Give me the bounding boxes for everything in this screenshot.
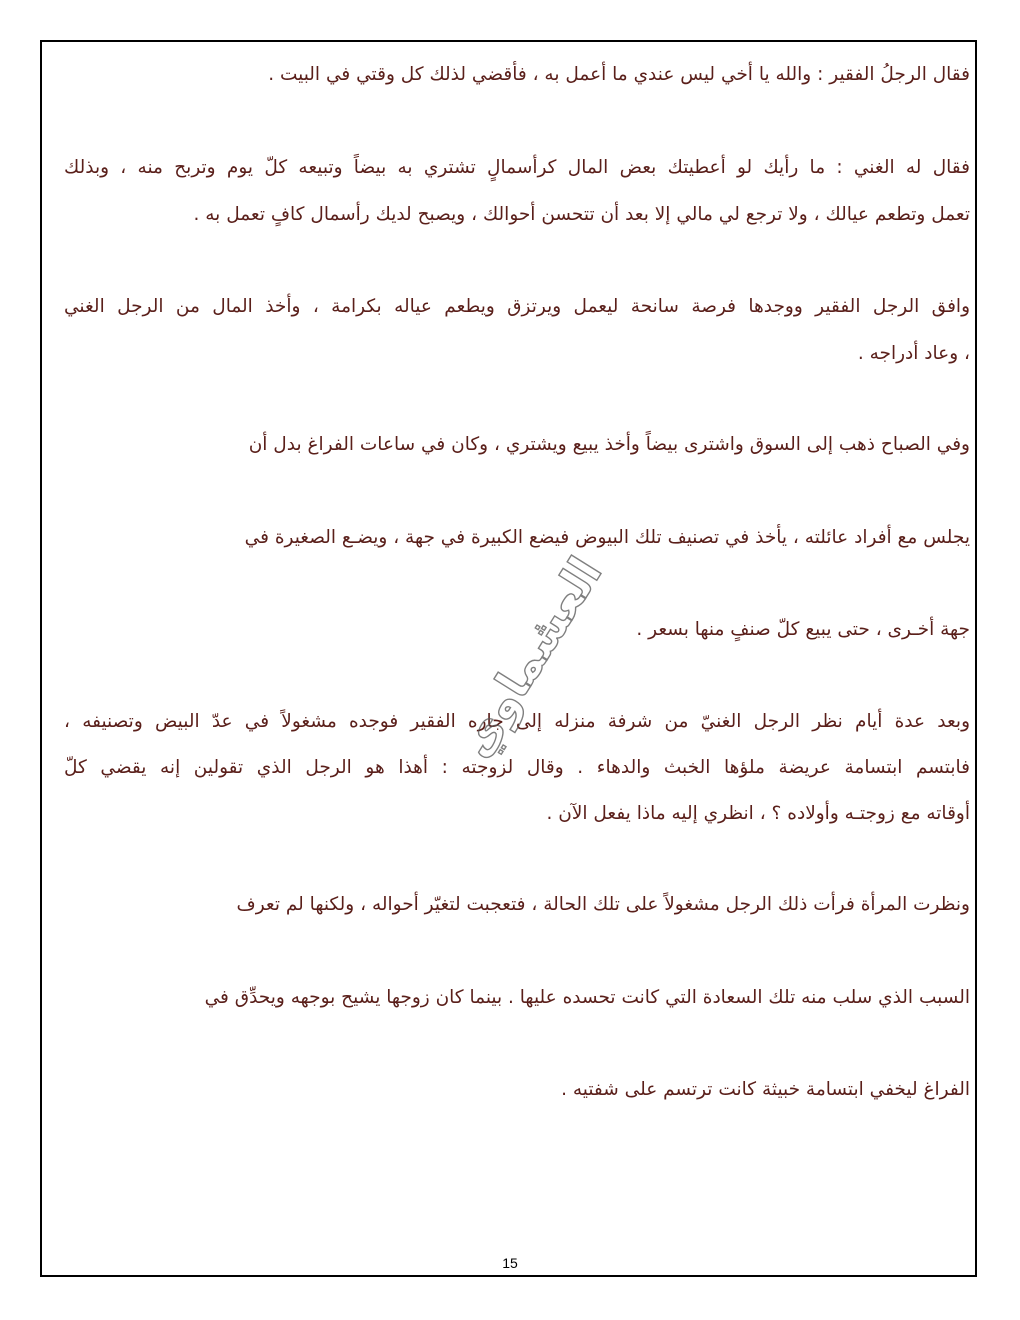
text-line-11: أوقاته مع زوجتـه وأولاده ؟ ، انظري إليه ماذا يفعل الآن .	[546, 803, 970, 824]
page-number: 15	[502, 1255, 518, 1271]
text-line-7: يجلس مع أفراد عائلته ، يأخذ في تصنيف تلك البيوض فيضع الكبيرة في جهة ، ويضـع الصغيرة في	[244, 527, 970, 548]
text-line-9: وبعد عدة أيام نظر الرجل الغنيّ من شرفة منزله إلى جاره الفقير فوجده مشغولاً في عدّ البيض وتصنيفه ،	[64, 711, 970, 732]
text-line-8: جهة أخـرى ، حتى يبيع كلّ صنفٍ منها بسعر .	[636, 619, 970, 640]
text-line-2: فقال له الغني : ما رأيك لو أعطيتك بعض المال كرأسمالٍ تشتري به بيضاً وتبيعه كلّ يوم وتربح منه ، وبذلك	[64, 157, 970, 178]
text-line-5: ، وعاد أدراجه .	[857, 343, 970, 364]
watermark-text: العشماوي	[447, 547, 613, 767]
text-line-13: السبب الذي سلب منه تلك السعادة التي كانت تحسده عليها . بينما كان زوجها يشيح بوجهه ويحدِّق في	[204, 987, 970, 1008]
text-line-14: الفراغ ليخفي ابتسامة خبيثة كانت ترتسم على شفتيه .	[561, 1079, 970, 1100]
text-line-4: وافق الرجل الفقير ووجدها فرصة سانحة ليعمل ويرتزق ويطعم عياله بكرامة ، وأخذ المال من الرجل الغني	[64, 296, 970, 317]
text-line-12: ونظرت المرأة فرأت ذلك الرجل مشغولاً على تلك الحالة ، فتعجبت لتغيّر أحواله ، ولكنها لم تعرف	[236, 894, 970, 915]
text-line-6: وفي الصباح ذهب إلى السوق واشترى بيضاً وأخذ يبيع ويشتري ، وكان في ساعات الفراغ بدل أن	[248, 434, 970, 455]
text-line-3: تعمل وتطعم عيالك ، ولا ترجع لي مالي إلا بعد أن تتحسن أحوالك ، ويصبح لديك رأسمال كافٍ تعمل به .	[193, 204, 970, 225]
text-line-1: فقال الرجلُ الفقير : والله يا أخي ليس عندي ما أعمل به ، فأقضي لذلك كل وقتي في البيت .	[268, 64, 970, 85]
text-line-10: فابتسم ابتسامة عريضة ملؤها الخبث والدهاء . وقال لزوجته : أهذا هو الرجل الذي تقولين إنه يقضي كلّ	[64, 757, 970, 778]
